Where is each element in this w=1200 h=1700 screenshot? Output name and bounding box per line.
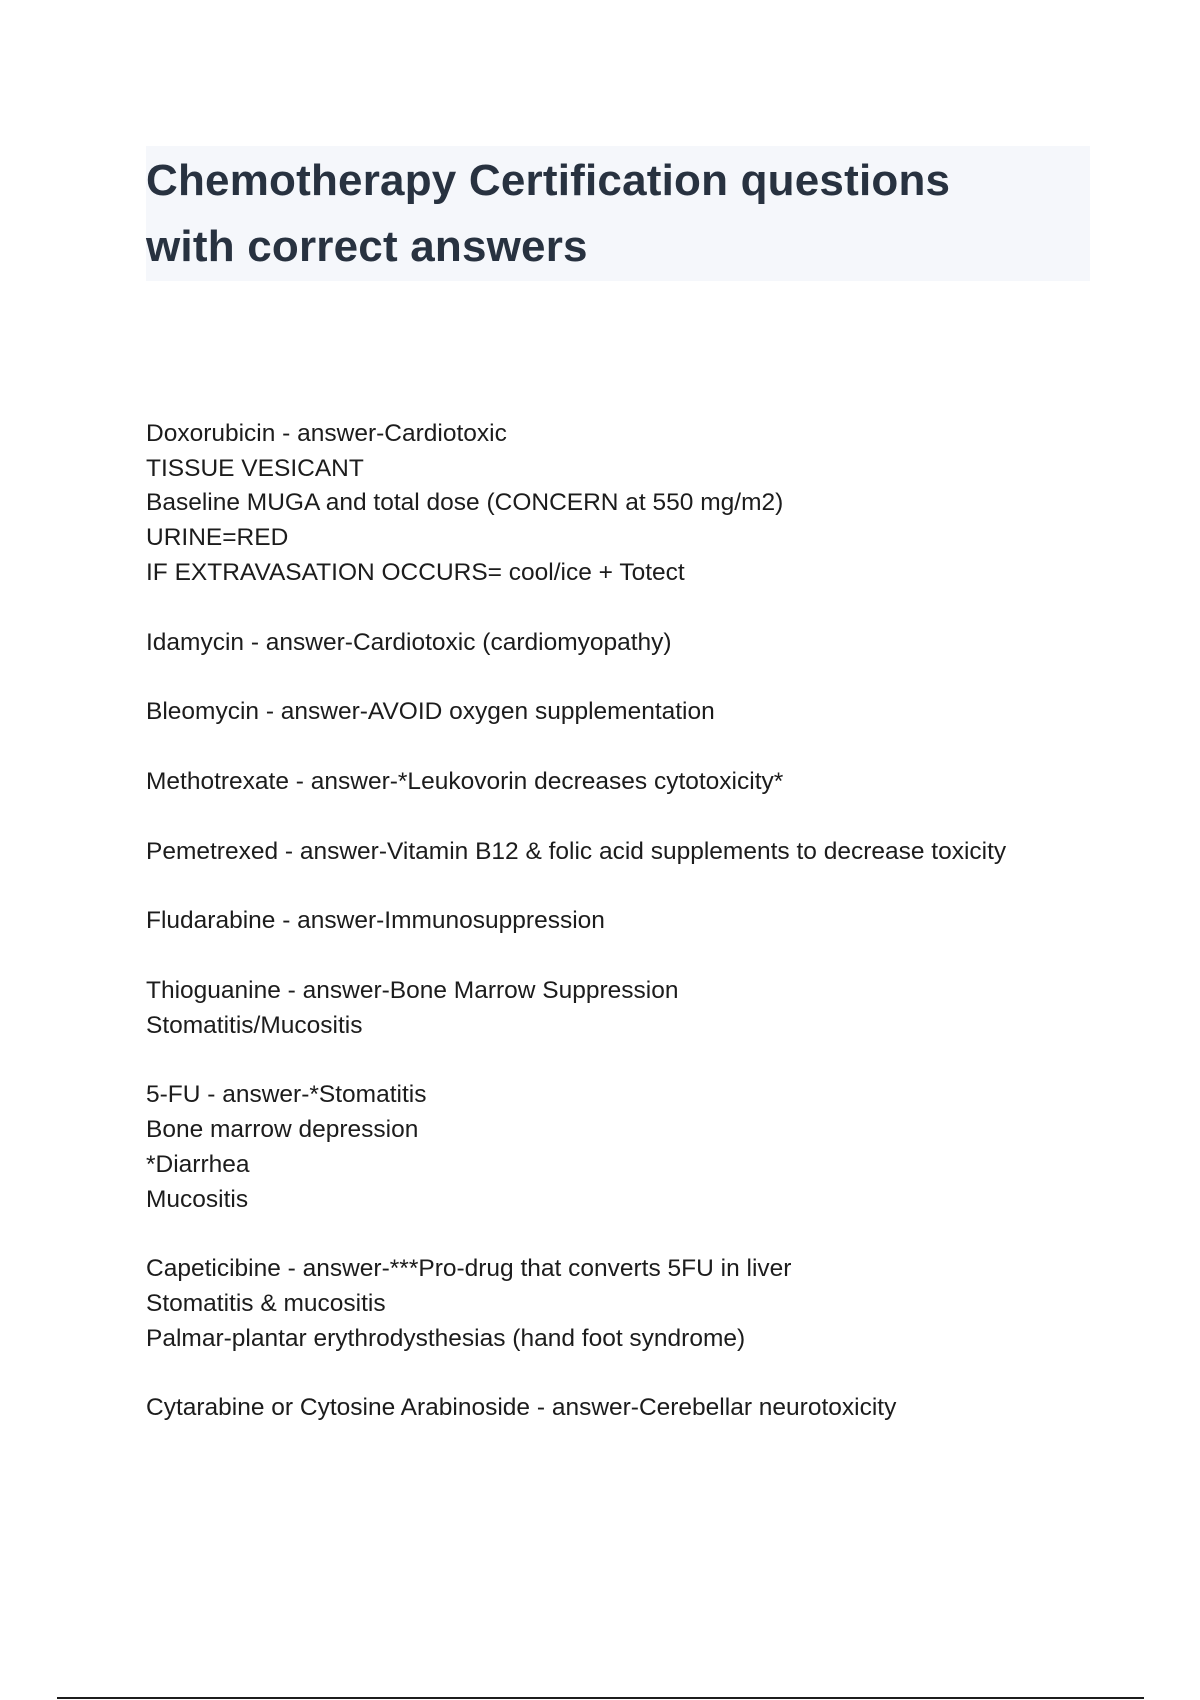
qa-line: Palmar-plantar erythrodysthesias (hand foot syndrome) (146, 1324, 746, 1352)
qa-entry-5fu (146, 1078, 1106, 1217)
qa-entry-fludarabine (146, 904, 1106, 939)
qa-line: Fludarabine - answer-Immunosuppression (146, 907, 605, 935)
qa-entry-pemetrexed (146, 835, 1106, 870)
title-line: Chemotherapy Certification questions (146, 156, 951, 205)
qa-line: Methotrexate - answer-*Leukovorin decreases cytotoxicity* (146, 767, 784, 795)
qa-line: TISSUE VESICANT (146, 454, 364, 482)
qa-line: 5-FU - answer-*Stomatitis (146, 1081, 427, 1109)
qa-entry-thioguanine (146, 974, 1106, 1043)
qa-entry-capeticibine (146, 1252, 1106, 1356)
qa-line: Cytarabine or Cytosine Arabinoside - answer-Cerebellar neurotoxicity (146, 1394, 897, 1422)
qa-entry-methotrexate (146, 765, 1106, 800)
qa-line: IF EXTRAVASATION OCCURS= cool/ice + Totect (146, 558, 685, 586)
qa-entry-doxorubicin (146, 417, 1106, 591)
qa-line: *Diarrhea (146, 1150, 250, 1178)
qa-line: Stomatitis/Mucositis (146, 1011, 363, 1039)
qa-entry-bleomycin (146, 695, 1106, 730)
qa-line: Stomatitis & mucositis (146, 1289, 386, 1317)
qa-line: Pemetrexed - answer-Vitamin B12 & folic acid supplements to decrease toxicity (146, 837, 1007, 865)
qa-line: Thioguanine - answer-Bone Marrow Suppression (146, 977, 679, 1005)
qa-line: Doxorubicin - answer-Cardiotoxic (146, 420, 507, 447)
qa-list (146, 417, 1106, 1461)
qa-line: Baseline MUGA and total dose (CONCERN at 550 mg/m2) (146, 489, 784, 517)
title-block (146, 146, 1090, 281)
footer-divider (57, 1697, 1144, 1699)
qa-entry-cytarabine (146, 1391, 1106, 1426)
page-title (146, 146, 1090, 280)
qa-entry-idamycin (146, 626, 1106, 661)
qa-line: Mucositis (146, 1185, 249, 1213)
qa-line: Idamycin - answer-Cardiotoxic (cardiomyopathy) (146, 628, 672, 656)
qa-line: Capeticibine - answer-***Pro-drug that converts 5FU in liver (146, 1255, 792, 1283)
title-line: with correct answers (146, 222, 588, 271)
qa-line: URINE=RED (146, 524, 289, 552)
qa-line: Bleomycin - answer-AVOID oxygen supplementation (146, 698, 715, 726)
qa-line: Bone marrow depression (146, 1116, 419, 1144)
